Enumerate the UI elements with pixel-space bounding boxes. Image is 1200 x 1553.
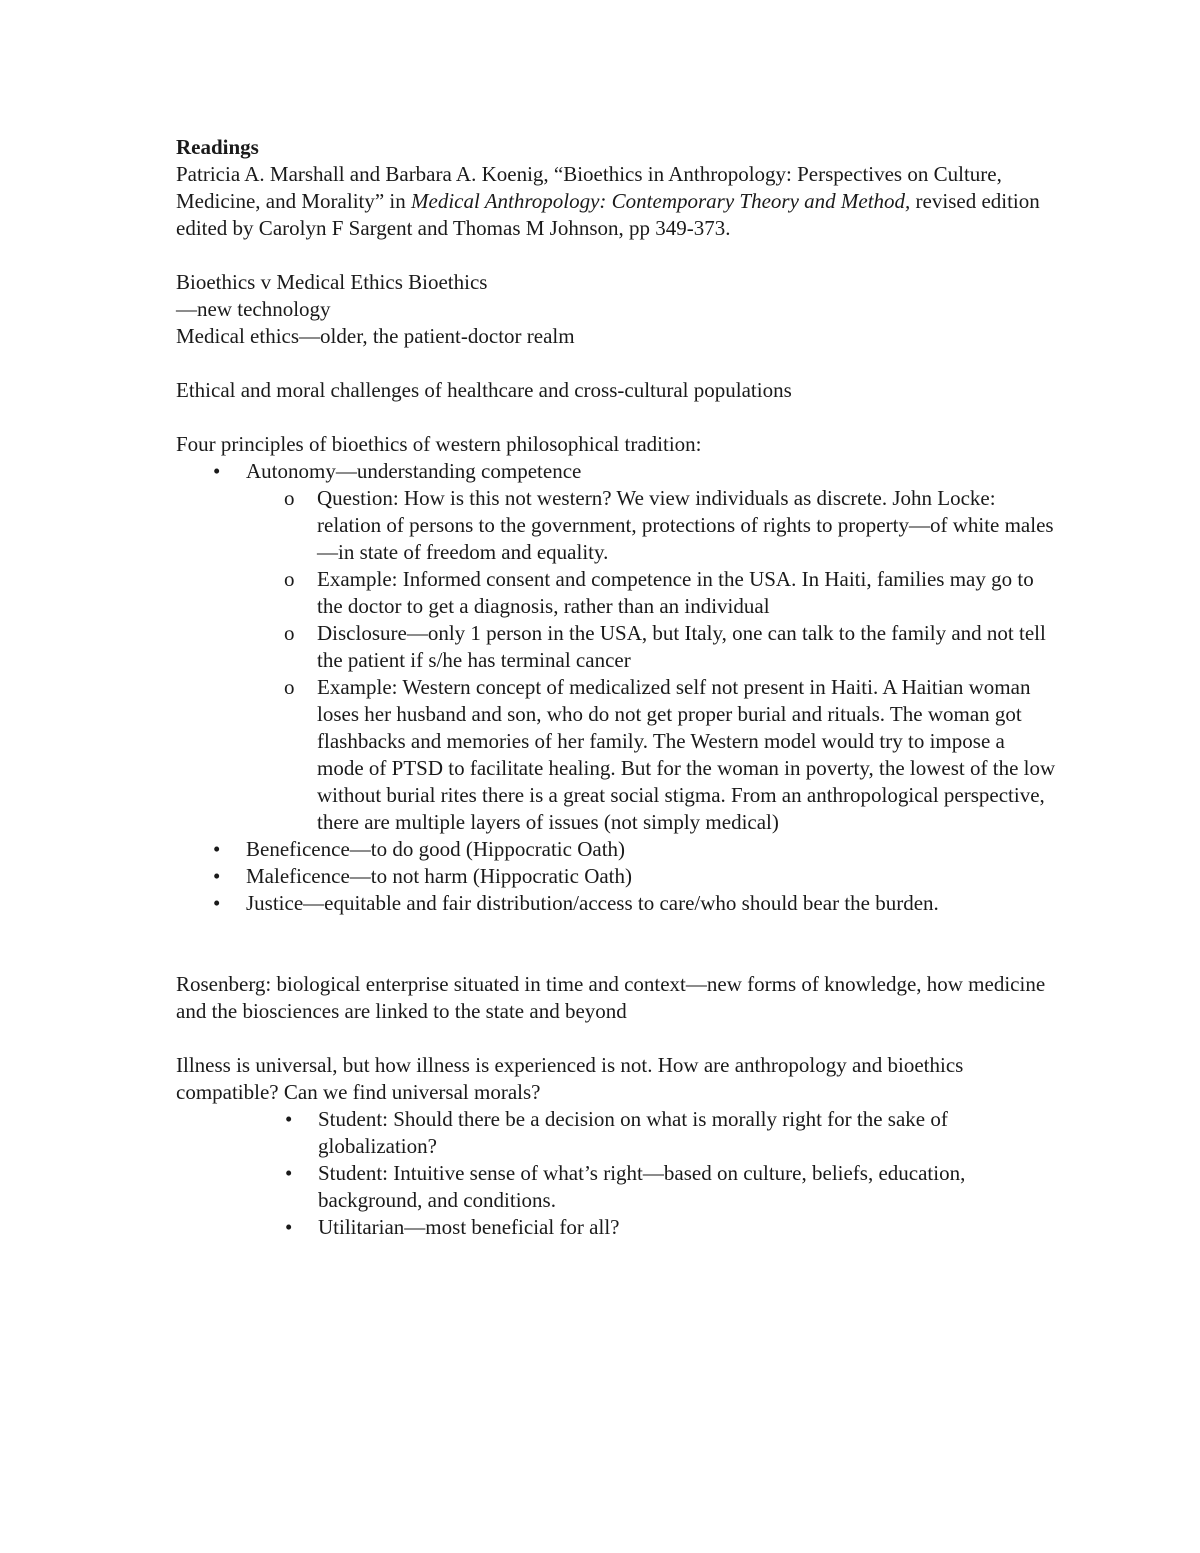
citation-text-1: Patricia A. Marshall and Barbara A. Koenig, “Bioethics in Anthropology: Perspectives on Culture, Medicine, and Morality” in bbox=[176, 162, 1002, 213]
autonomy-sublist bbox=[246, 485, 1056, 836]
illness-text: Illness is universal, but how illness is experienced is not. How are anthropology and bioethics compatible? Can we find universal morals? bbox=[176, 1053, 964, 1104]
illness-list-item: • Student: Intuitive sense of what’s right—based on culture, beliefs, education, background, and conditions. bbox=[318, 1160, 1056, 1214]
autonomy-subitem: o Example: Western concept of medicalized self not present in Haiti. A Haitian woman loses her husband and son, who do not get proper burial and rituals. The woman got flashbacks and memories of her family. The Western model would try to impose a mode of PTSD to facilitate healing. But for the woman in poverty, the lowest of the low without burial rites there is a great social stigma. From an anthropological perspective, there are multiple layers of issues (not simply medical) bbox=[317, 674, 1056, 836]
principle-beneficence: • Beneficence—to do good (Hippocratic Oath) bbox=[246, 836, 1056, 863]
readings-citation bbox=[176, 161, 1056, 242]
citation-book-title: Medical Anthropology: Contemporary Theory and Method, bbox=[411, 189, 911, 213]
rosenberg-text: Rosenberg: biological enterprise situated in time and context—new forms of knowledge, how medicine and the biosciences are linked to the state and beyond bbox=[176, 972, 1046, 1023]
principles-intro: Four principles of bioethics of western philosophical tradition: bbox=[176, 432, 702, 456]
principle-autonomy bbox=[246, 458, 1056, 836]
citation-text-2: revised edition edited by Carolyn F Sargent and Thomas M Johnson, pp 349-373. bbox=[176, 189, 1040, 240]
autonomy-subitem: o Disclosure—only 1 person in the USA, but Italy, one can talk to the family and not tell the patient if s/he has terminal cancer bbox=[317, 620, 1056, 674]
document-page bbox=[176, 134, 1056, 1241]
principle-maleficence: • Maleficence—to not harm (Hippocratic Oath) bbox=[246, 863, 1056, 890]
illness-list-item: • Student: Should there be a decision on what is morally right for the sake of globalization? bbox=[318, 1106, 1056, 1160]
autonomy-subitem: o Question: How is this not western? We view individuals as discrete. John Locke: relation of persons to the government, protections of rights to property—of white males—in state of freedom and equality. bbox=[317, 485, 1056, 566]
principle-autonomy-label: Autonomy—understanding competence bbox=[246, 459, 582, 483]
principle-justice: • Justice—equitable and fair distribution/access to care/who should bear the burden. bbox=[246, 890, 1056, 917]
challenges-text: Ethical and moral challenges of healthcare and cross-cultural populations bbox=[176, 378, 792, 402]
autonomy-subitem: o Example: Informed consent and competence in the USA. In Haiti, families may go to the doctor to get a diagnosis, rather than an individual bbox=[317, 566, 1056, 620]
bioethics-line-2: —new technology bbox=[176, 297, 331, 321]
illness-list bbox=[176, 1106, 1056, 1241]
bioethics-line-1: Bioethics v Medical Ethics Bioethics bbox=[176, 270, 488, 294]
readings-heading: Readings bbox=[176, 135, 259, 159]
principles-list bbox=[176, 458, 1056, 917]
bioethics-line-3: Medical ethics—older, the patient-doctor realm bbox=[176, 324, 575, 348]
illness-list-item: • Utilitarian—most beneficial for all? bbox=[318, 1214, 1056, 1241]
